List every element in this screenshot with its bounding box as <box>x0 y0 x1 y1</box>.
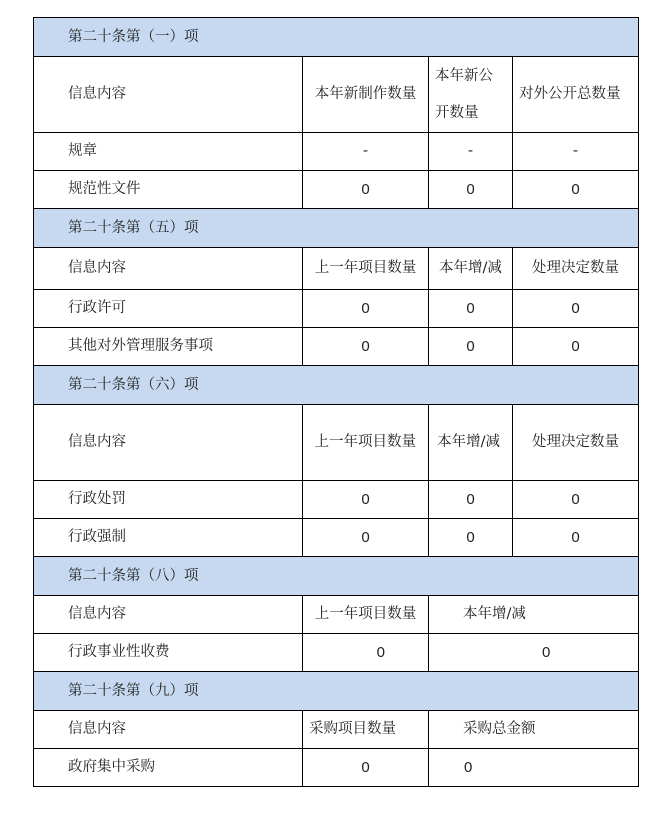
row-label: 规章 <box>34 133 303 171</box>
table-row <box>34 290 639 328</box>
section-title: 第二十条第（五）项 <box>34 209 639 248</box>
table-header-row <box>34 596 639 634</box>
column-header: 对外公开总数量 <box>513 57 639 133</box>
section-title: 第二十条第（九）项 <box>34 672 639 711</box>
row-label: 行政处罚 <box>34 481 303 519</box>
column-header: 处理决定数量 <box>513 248 639 290</box>
cell-value: 0 <box>513 481 639 519</box>
section-header <box>34 209 639 248</box>
cell-value: 0 <box>303 171 429 209</box>
column-header: 本年增/减 <box>429 248 513 290</box>
table-header-row <box>34 57 639 133</box>
cell-value: 0 <box>303 634 429 672</box>
cell-value: 0 <box>513 290 639 328</box>
row-label: 行政事业性收费 <box>34 634 303 672</box>
table-header-row <box>34 711 639 749</box>
row-label: 行政强制 <box>34 519 303 557</box>
table-row <box>34 634 639 672</box>
section-header <box>34 366 639 405</box>
column-header: 信息内容 <box>34 57 303 133</box>
cell-value: 0 <box>513 171 639 209</box>
cell-value: 0 <box>429 328 513 366</box>
column-header: 采购项目数量 <box>303 711 429 749</box>
table-header-row <box>34 248 639 290</box>
section-title: 第二十条第（八）项 <box>34 557 639 596</box>
column-header: 本年增/减 <box>429 405 513 481</box>
cell-value: 0 <box>429 171 513 209</box>
cell-value: 0 <box>303 749 429 787</box>
row-label: 规范性文件 <box>34 171 303 209</box>
cell-value: 0 <box>429 749 639 787</box>
column-header: 信息内容 <box>34 248 303 290</box>
cell-value: 0 <box>429 481 513 519</box>
cell-value: - <box>429 133 513 171</box>
cell-value: 0 <box>429 519 513 557</box>
cell-value: - <box>513 133 639 171</box>
column-header: 本年新制作数量 <box>303 57 429 133</box>
column-header: 上一年项目数量 <box>303 405 429 481</box>
row-label: 政府集中采购 <box>34 749 303 787</box>
cell-value: 0 <box>303 290 429 328</box>
cell-value: 0 <box>303 481 429 519</box>
table-row <box>34 133 639 171</box>
table-row <box>34 328 639 366</box>
column-header: 本年新公开数量 <box>429 57 513 133</box>
section-header <box>34 557 639 596</box>
table-row <box>34 749 639 787</box>
section-title: 第二十条第（一）项 <box>34 18 639 57</box>
column-header: 本年增/减 <box>429 596 639 634</box>
column-header: 处理决定数量 <box>513 405 639 481</box>
section-title: 第二十条第（六）项 <box>34 366 639 405</box>
cell-value: 0 <box>429 634 639 672</box>
cell-value: 0 <box>303 328 429 366</box>
cell-value: 0 <box>303 519 429 557</box>
column-header: 采购总金额 <box>429 711 639 749</box>
table-row <box>34 171 639 209</box>
column-header: 信息内容 <box>34 711 303 749</box>
row-label: 其他对外管理服务事项 <box>34 328 303 366</box>
column-header: 信息内容 <box>34 596 303 634</box>
section-header <box>34 672 639 711</box>
cell-value: - <box>303 133 429 171</box>
cell-value: 0 <box>513 519 639 557</box>
table-row <box>34 481 639 519</box>
disclosure-table <box>33 17 639 787</box>
table-header-row <box>34 405 639 481</box>
column-header: 信息内容 <box>34 405 303 481</box>
section-header <box>34 18 639 57</box>
row-label: 行政许可 <box>34 290 303 328</box>
cell-value: 0 <box>513 328 639 366</box>
cell-value: 0 <box>429 290 513 328</box>
column-header: 上一年项目数量 <box>303 248 429 290</box>
column-header: 上一年项目数量 <box>303 596 429 634</box>
table-row <box>34 519 639 557</box>
